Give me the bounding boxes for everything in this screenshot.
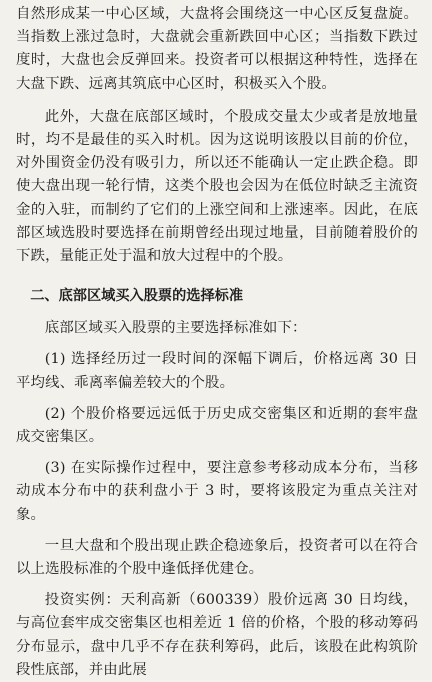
criteria-item-3: (3) 在实际操作过程中，要注意参考移动成本分布，当移动成本分布中的获利盘小于 3 时，要将该股定为重点关注对象。 — [16, 460, 418, 523]
paragraph-continuation: 自然形成某一中心区域，大盘将会围绕这一中心区反复盘旋。当指数上涨过急时，大盘就会重新跌回中心区；当指数下跌过度时，大盘也会反弹回来。投资者可以根据这种特性，选择在大盘下跌、远离其筑底中心区时，积极买入个股。 — [16, 6, 418, 92]
paragraph-build-position: 一旦大盘和个股出现止跌企稳迹象后，投资者可以在符合以上选股标准的个股中逢低择优建仓。 — [16, 537, 418, 578]
criteria-item-2: (2) 个股价格要远远低于历史成交密集区和近期的套牢盘成交密集区。 — [16, 405, 418, 446]
paragraph-volume-condition: 此外，大盘在底部区域时，个股成交量太少或者是放地量时，均不是最佳的买入时机。因为这说明该股以目前的价位，对外围资金仍没有吸引力，所以还不能确认一定止跌企稳。即使大盘出现一轮行情，这类个股也会因为在低位时缺乏主流资金的入驻，而制约了它们的上涨空间和上涨速率。因此，在底部区域选股时要选择在前期曾经出现过地量，目前随着股价的下跌，量能正处于温和放大过程中的个股。 — [16, 108, 418, 265]
section-heading: 二、底部区域买入股票的选择标准 — [30, 288, 244, 305]
criteria-item-1: (1) 选择经历过一段时间的深幅下调后，价格远离 30 日平均线、乖离率偏差较大的个股。 — [16, 351, 418, 391]
paragraph-criteria-intro: 底部区域买入股票的主要选择标准如下： — [44, 320, 307, 337]
paragraph-investment-example: 投资实例：天利高新（600339）股价远离 30 日均线，与高位套牢成交密集区也相差近 1 倍的价格，个股的移动筹码分布显示，盘中几乎不存在获利筹码，此后，该股在此构筑阶段性底部，并由此展 — [16, 592, 418, 678]
